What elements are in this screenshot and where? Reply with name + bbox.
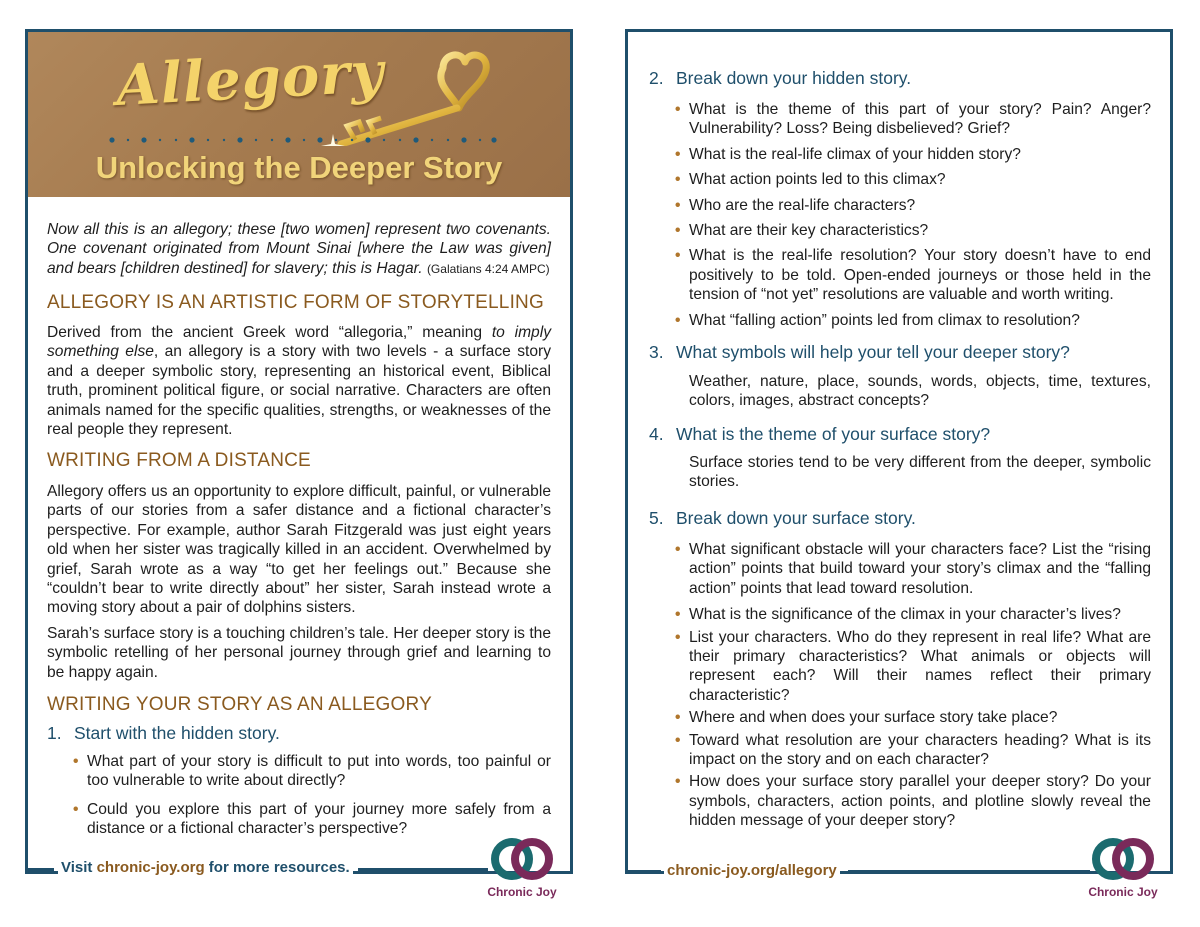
step-2-number: 2. (649, 68, 664, 88)
step-5-heading (649, 508, 916, 529)
step-2-title: Break down your hidden story. (676, 68, 912, 88)
step-5-list (675, 540, 1151, 831)
step-4-heading (649, 424, 990, 445)
footer-prefix: Visit (61, 859, 97, 876)
banner (28, 32, 570, 197)
list-item: • What are their key characteristics? (675, 221, 1151, 240)
section-distance-text: Allegory offers us an opportunity to explore difficult, painful, or vulnerable parts of our stories from a safer distance and a fictional character’s perspective. For example, author Sarah Fitzgerald was just eight years old when her sister was tragically killed in an accident. Overwhelmed by grief, Sarah wrote as a way “to get her feelings out.” Because she “couldn’t bear to write directly about” her sister, Sarah instead wrote a moving story about a pair of dolphins sisters. (47, 483, 551, 617)
step-1-number: 1. (47, 723, 62, 743)
list-item: • What “falling action” points led from climax to resolution? (675, 311, 1151, 330)
logo-name: Chronic Joy (1088, 885, 1158, 899)
footer-line-right (358, 868, 488, 872)
section-artistic-form-emphasis: to imply something else (47, 324, 551, 361)
list-item: • What is the significance of the climax in your character’s lives? (675, 605, 1151, 624)
dotted-divider (108, 135, 498, 145)
list-item: • Could you explore this part of your journey more safely from a distance or a fictional character’s perspective? (73, 800, 551, 839)
step-4-title: What is the theme of your surface story? (676, 424, 991, 444)
banner-title: Allegory (114, 39, 386, 119)
footer-link[interactable]: chronic-joy.org (96, 859, 205, 876)
list-item: • What significant obstacle will your characters face? List the “rising action” points that build toward your story’s climax and the “falling action” points that lead toward resolution. (675, 540, 1151, 598)
logo-rings-icon (1088, 836, 1158, 882)
step-1-list (73, 752, 551, 839)
step-3-text: Weather, nature, place, sounds, words, objects, time, textures, colors, images, abstract concepts? (689, 373, 1151, 410)
section-heading-distance: WRITING FROM A DISTANCE (47, 450, 311, 471)
section-heading-your-story: WRITING YOUR STORY AS AN ALLEGORY (47, 694, 432, 715)
section-artistic-form-text-a: Derived from the ancient Greek word “allegoria,” meaning (47, 324, 492, 341)
list-item: • What part of your story is difficult to put into words, too painful or too vulnerable to write about directly? (73, 752, 551, 791)
list-item: • What is the real-life resolution? Your story doesn’t have to end positively to be told. Open-ended journeys or those held in the tension of “not yet” resolutions are valuable and worth writing. (675, 246, 1151, 304)
list-item: • Where and when does your surface story take place? (675, 708, 1151, 727)
intro-quote (47, 220, 551, 279)
section-distance-text-2: Sarah’s surface story is a touching children’s tale. Her deeper story is the symbolic retelling of her personal journey through grief and learning to be happy again. (47, 625, 551, 681)
list-item: • What is the real-life climax of your hidden story? (675, 145, 1151, 164)
intro-citation: (Galatians 4:24 AMPC) (426, 261, 550, 276)
logo-rings-icon (487, 836, 557, 882)
left-card (25, 29, 573, 874)
key-icon (293, 46, 508, 146)
section-artistic-form-text (47, 323, 551, 439)
step-2-heading (649, 68, 911, 89)
list-item: • How does your surface story parallel your deeper story? Do your symbols, characters, action points, and plotline slowly reveal the hidden message of your deeper story? (675, 772, 1151, 830)
list-item: • List your characters. Who do they represent in real life? What are their primary characteristics? What animals or objects will represent each? Will their names reflect their primary characteristic? (675, 628, 1151, 706)
section-artistic-form-text-b: , an allegory is a story with two levels - a surface story and a deeper symbolic story, representing an historical event, Biblical truth, prominent political figure, or social narrative. Characters are often animals named for the specific qualities, strengths, or weaknesses of the real people they represent. (47, 343, 551, 439)
section-heading-artistic-form: ALLEGORY IS AN ARTISTIC FORM OF STORYTELLING (47, 292, 544, 313)
list-item: • Toward what resolution are your characters heading? What is its impact on the story and on each character? (675, 731, 1151, 770)
footer-line-right-r (848, 870, 1090, 874)
list-item: • Who are the real-life characters? (675, 196, 1151, 215)
step-5-title: Break down your surface story. (676, 508, 916, 528)
step-1-heading (47, 723, 280, 744)
step-2-list (675, 100, 1151, 330)
step-5-number: 5. (649, 508, 664, 528)
step-3-heading (649, 342, 1070, 363)
footer-allegory-link[interactable]: chronic-joy.org/allegory (664, 862, 840, 879)
step-3-number: 3. (649, 342, 664, 362)
footer-line-left-r (625, 870, 661, 874)
footer-line-left (25, 868, 54, 872)
step-3-title: What symbols will help your tell your deeper story? (676, 342, 1070, 362)
banner-subtitle: Unlocking the Deeper Story (95, 150, 503, 185)
footer-suffix: for more resources. (204, 859, 350, 876)
chronic-joy-logo-right (1088, 836, 1158, 899)
right-card (625, 29, 1173, 874)
footer-visit-text (58, 859, 353, 876)
logo-name: Chronic Joy (487, 885, 557, 899)
intro-quote-text: Now all this is an allegory; these [two women] represent two covenants. One covenant originated from Mount Sinai [where the Law was given] and bears [children destined] for slavery; this is Hagar. (47, 221, 551, 277)
step-4-text: Surface stories tend to be very different from the deeper, symbolic stories. (689, 454, 1151, 491)
step-4-number: 4. (649, 424, 664, 444)
list-item: • What action points led to this climax? (675, 170, 1151, 189)
chronic-joy-logo (487, 836, 557, 899)
list-item: • What is the theme of this part of your story? Pain? Anger? Vulnerability? Loss? Being disbelieved? Grief? (675, 100, 1151, 139)
step-1-title: Start with the hidden story. (74, 723, 280, 743)
